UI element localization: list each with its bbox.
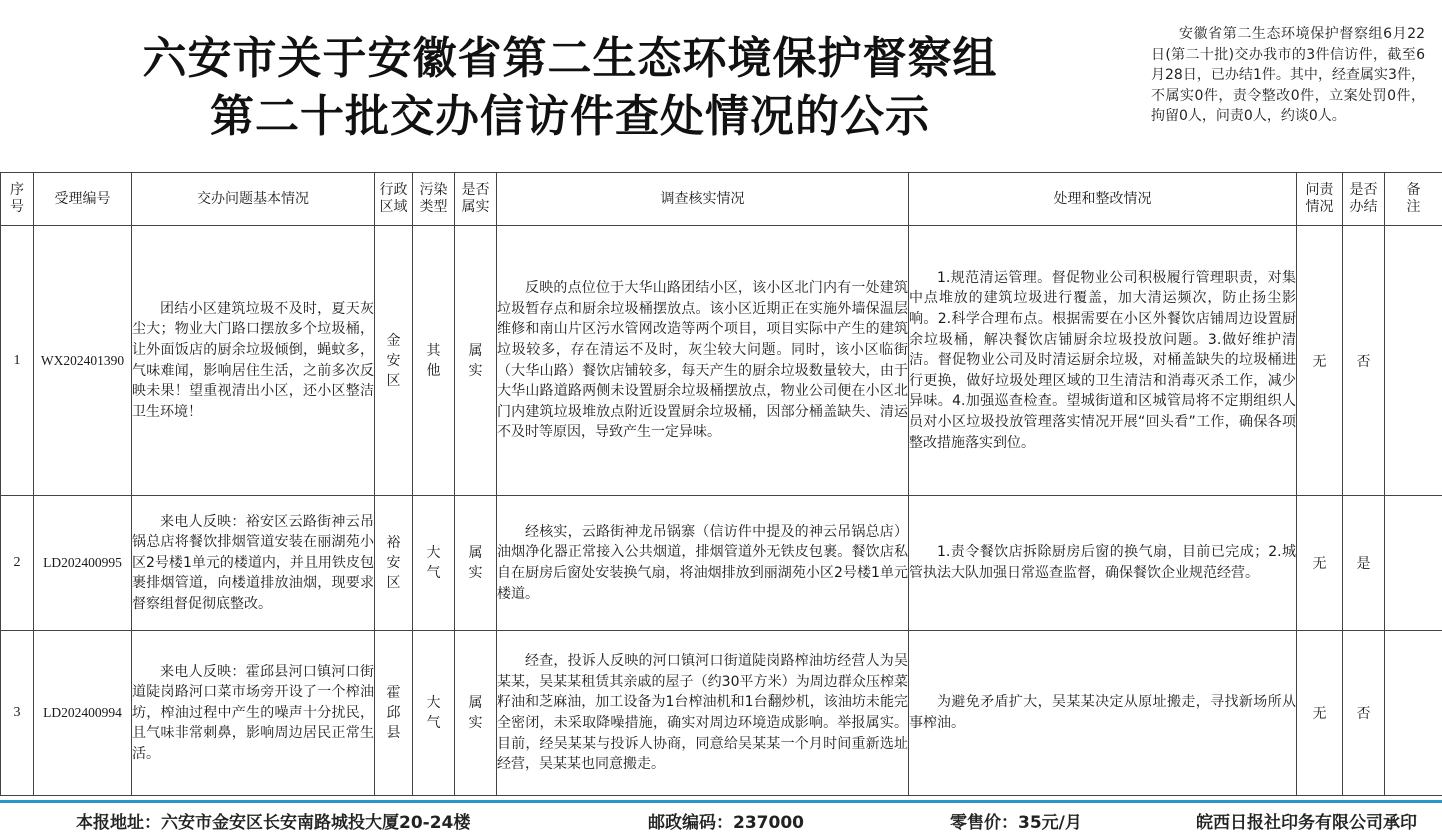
cell-accountability: 无	[1297, 226, 1343, 496]
header-handling: 处理和整改情况	[909, 173, 1297, 226]
header-region: 行政区域	[375, 173, 413, 226]
cell-issue: 团结小区建筑垃圾不及时，夏天灰尘大；物业大门路口摆放多个垃圾桶，让外面饭店的厨余垃圾倾倒，蝇蚊多，气味难闻，影响居住生活，之前多次反映未果！望重视清出小区，还小区整洁卫生环境！	[132, 226, 375, 496]
cell-seq: 2	[1, 496, 34, 631]
cell-issue: 来电人反映：裕安区云路街神云吊锅总店将餐饮排烟管道安装在丽湖苑小区2号楼1单元的楼道内，并且用铁皮包裹排烟管道，向楼道排放油烟，现要求督察组督促彻底整改。	[132, 496, 375, 631]
cell-pollution: 其他	[413, 226, 455, 496]
cell-case-no: LD202400994	[34, 631, 132, 796]
header-completed: 是否办结	[1343, 173, 1385, 226]
table-row	[1, 226, 1442, 496]
cell-region: 霍邱县	[375, 631, 413, 796]
table-header-row	[1, 173, 1442, 226]
footer	[0, 808, 1442, 832]
cell-seq: 1	[1, 226, 34, 496]
cell-issue: 来电人反映：霍邱县河口镇河口街道陡岗路河口菜市场旁开设了一个榨油坊，榨油过程中产生的噪声十分扰民，且气味非常刺鼻，影响周边居民正常生活。	[132, 631, 375, 796]
cell-remark	[1385, 226, 1442, 496]
cell-is-true: 属实	[455, 226, 497, 496]
cell-investigation: 经核实，云路街神龙吊锅寨（信访件中提及的神云吊锅总店）油烟净化器正常接入公共烟道，排烟管道外无铁皮包裹。餐饮店私自在厨房后窗处安装换气扇，将油烟排放到丽湖苑小区2号楼1单元楼道。	[497, 496, 909, 631]
cell-region: 裕安区	[375, 496, 413, 631]
summary-paragraph: 安徽省第二生态环境保护督察组6月22日(第二十批)交办我市的3件信访件，截至6月28日，已办结1件。其中，经查属实3件，不属实0件，责令整改0件，立案处罚0件，拘留0人，问责0人，约谈0人。	[1151, 24, 1425, 127]
cell-remark	[1385, 631, 1442, 796]
footer-price: 零售价：35元/月	[950, 808, 1082, 833]
cell-case-no: LD202400995	[34, 496, 132, 631]
header-issue: 交办问题基本情况	[132, 173, 375, 226]
header-is-true: 是否属实	[455, 173, 497, 226]
footer-address: 本报地址：六安市金安区长安南路城投大厦20-24楼	[76, 808, 470, 833]
footer-postcode: 邮政编码：237000	[648, 808, 804, 833]
page-title-line-1: 六安市关于安徽省第二生态环境保护督察组	[0, 30, 1140, 88]
cell-investigation: 反映的点位位于大华山路团结小区，该小区北门内有一处建筑垃圾暂存点和厨余垃圾桶摆放点。该小区近期正在实施外墙保温层维修和南山片区污水管网改造等两个项目，项目实际中产生的建筑垃圾较多，存在清运不及时，灰尘较大问题。同时，该小区临街（大华山路）餐饮店铺较多，每天产生的厨余垃圾数量较大，由于大华山路道路两侧未设置厨余垃圾桶摆放点，物业公司便在小区北门内建筑垃圾堆放点附近设置厨余垃圾桶，因部分桶盖缺失、清运不及时等原因，导致产生一定异味。	[497, 226, 909, 496]
header-accountability: 问责情况	[1297, 173, 1343, 226]
cell-pollution: 大气	[413, 496, 455, 631]
cell-case-no: WX202401390	[34, 226, 132, 496]
cell-handling: 为避免矛盾扩大，吴某某决定从原址搬走，寻找新场所从事榨油。	[909, 631, 1297, 796]
header-pollution: 污染类型	[413, 173, 455, 226]
footer-printer: 皖西日报社印务有限公司承印	[1196, 808, 1417, 833]
footer-divider	[0, 800, 1442, 803]
cell-accountability: 无	[1297, 496, 1343, 631]
header-remark: 备注	[1385, 173, 1442, 226]
cell-completed: 是	[1343, 496, 1385, 631]
cell-handling: 1.责令餐饮店拆除厨房后窗的换气扇，目前已完成；2.城管执法大队加强日常巡查监督，确保餐饮企业规范经营。	[909, 496, 1297, 631]
cell-handling: 1.规范清运管理。督促物业公司积极履行管理职责，对集中点堆放的建筑垃圾进行覆盖，加大清运频次，防止扬尘影响。2.科学合理布点。根据需要在小区外餐饮店铺周边设置厨余垃圾桶，解决餐饮店铺厨余垃圾投放问题。3.做好维护清洁。督促物业公司及时清运厨余垃圾，对桶盖缺失的垃圾桶进行更换，做好垃圾处理区域的卫生清洁和消毒灭杀工作，减少异味。4.加强巡查检查。望城街道和区城管局将不定期组织人员对小区垃圾投放管理落实情况开展“回头看”工作，确保各项整改措施落实到位。	[909, 226, 1297, 496]
cell-is-true: 属实	[455, 631, 497, 796]
cell-completed: 否	[1343, 631, 1385, 796]
cell-remark	[1385, 496, 1442, 631]
table-row	[1, 631, 1442, 796]
cell-accountability: 无	[1297, 631, 1343, 796]
page-title-line-2: 第二十批交办信访件查处情况的公示	[0, 88, 1140, 146]
cell-investigation: 经查，投诉人反映的河口镇河口街道陡岗路榨油坊经营人为吴某某，吴某某租赁其亲戚的屋子（约30平方米）为周边群众压榨菜籽油和芝麻油，加工设备为1台榨油机和1台翻炒机，该油坊未能完全密闭，未采取降噪措施，确实对周边环境造成影响。举报属实。目前，经吴某某与投诉人协商，同意给吴某某一个月时间重新选址经营，吴某某也同意搬走。	[497, 631, 909, 796]
case-table	[0, 172, 1442, 796]
header-investigation: 调查核实情况	[497, 173, 909, 226]
cell-seq: 3	[1, 631, 34, 796]
table-row	[1, 496, 1442, 631]
cell-pollution: 大气	[413, 631, 455, 796]
cell-is-true: 属实	[455, 496, 497, 631]
header-seq: 序号	[1, 173, 34, 226]
page-title	[0, 30, 1140, 146]
header-case-no: 受理编号	[34, 173, 132, 226]
cell-completed: 否	[1343, 226, 1385, 496]
cell-region: 金安区	[375, 226, 413, 496]
